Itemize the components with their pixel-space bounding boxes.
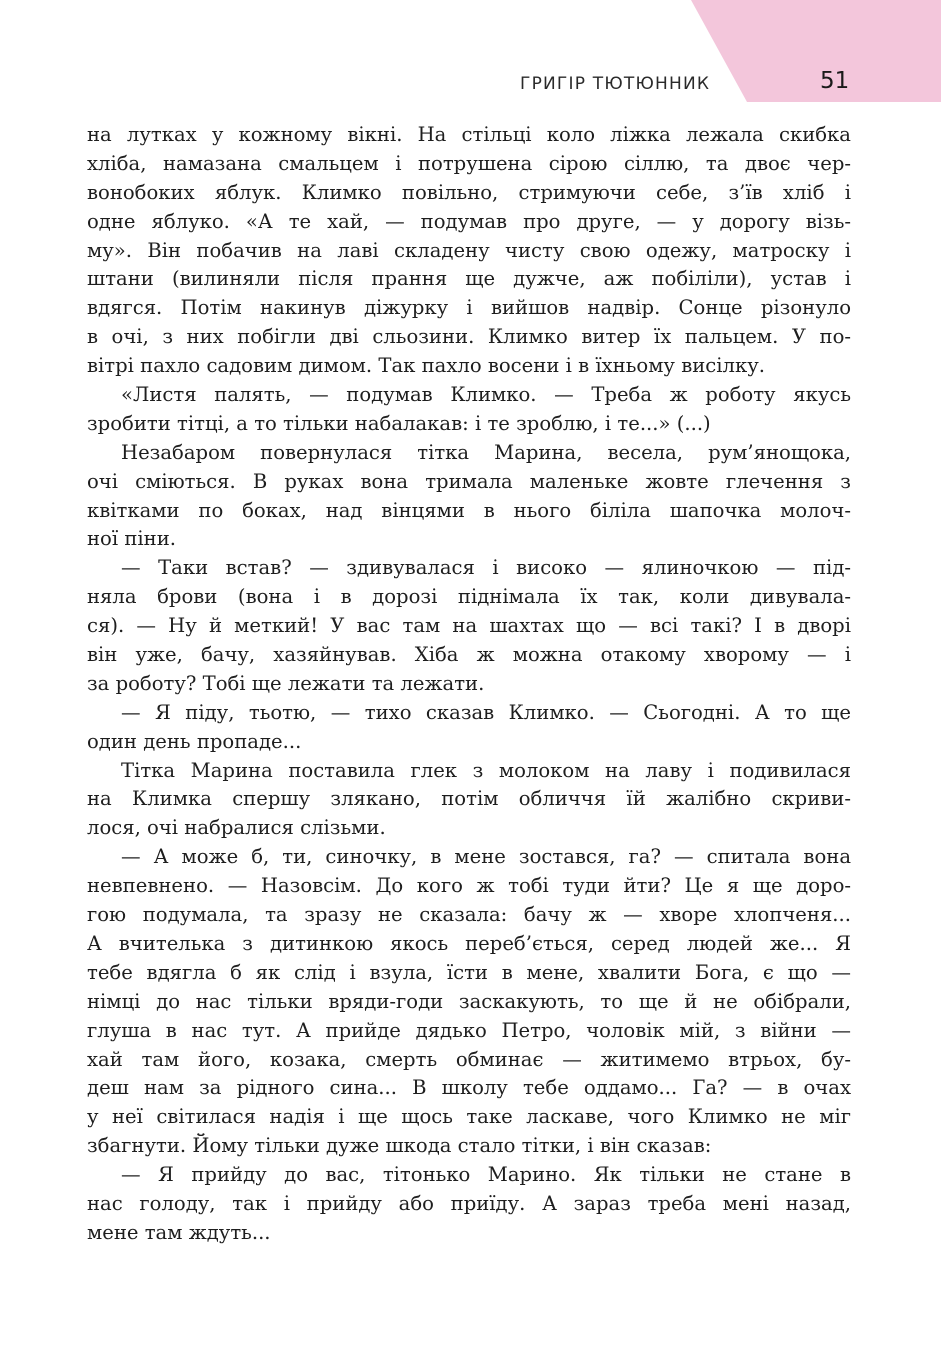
text-line: збагнути. Йому тільки дуже шкода стало тітки, і він сказав: [87,1134,712,1158]
text-line: штани (вилиняли після прання ще дужче, аж побіліли), устав і [87,267,851,291]
text-line: квітками по боках, над вінцями в нього біліла шапочка молоч- [87,498,851,522]
text-line: — А може б, ти, синочку, в мене зостався, га? — спитала вона [121,845,851,869]
text-line: на лутках у кожному вікні. На стільці коло ліжка лежала скибка [87,123,851,146]
text-line: гою подумала, та зразу не сказала: бачу ж — хворе хлопченя... [87,903,851,927]
text-line: одне яблуко. «А те хай, — подумав про друге, — у дорогу візь- [87,209,851,233]
page-number: 51 [820,68,850,94]
text-line: один день пропаде... [87,729,302,753]
text-line: лося, очі набралися слізьми. [87,816,386,840]
text-line: він уже, бачу, хазяйнував. Хіба ж можна отакому хворому — і [87,643,851,667]
pink-corner-decoration [691,0,941,102]
text-line: вдягся. Потім накинув діжурку і вийшов надвір. Сонце різонуло [87,296,851,320]
text-line: ної піни. [87,527,177,551]
text-line: німці до нас тільки вряди-годи заскакують, то ще й не обібрали, [87,989,851,1013]
text-line: глуша в нас тут. А прийде дядько Петро, чоловік мій, з війни — [87,1018,851,1042]
text-line: нас голоду, так і прийду або приїду. А зараз треба мені назад, [87,1191,851,1215]
text-line: — Я піду, тьотю, — тихо сказав Климко. — Сьогодні. А то ще [121,700,851,724]
text-line: тебе вдягла б як слід і взула, їсти в мене, хвалити Бога, є що — [87,960,851,984]
text-line: хай там його, козака, смерть обминає — житимемо втрьох, бу- [87,1047,851,1071]
text-line: хліба, намазана смальцем і потрушена сірою сіллю, та двоє чер- [87,151,851,175]
running-header-author: ГРИГІР ТЮТЮННИК [520,74,711,94]
text-line: вонобоких яблук. Климко повільно, стримуючи себе, з’їв хліб і [87,180,851,204]
text-line: вітрі пахло садовим димом. Так пахло восени і в їхньому висілку. [87,354,765,378]
text-line: за роботу? Тобі ще лежати та лежати. [87,671,485,695]
text-line: невпевнено. — Назовсім. До кого ж тобі туди йти? Це я ще доро- [87,874,851,898]
text-line: у неї світилася надія і ще щось таке лаcкаве, чого Климко не міг [87,1105,851,1129]
text-line: — Таки встав? — здивувалася і високо — ялиночкою — під- [121,556,851,580]
text-line: му». Він побачив на лаві складену чисту свою одежу, матроску і [87,238,851,262]
text-line: зробити тітці, а то тільки набалакав: і те зроблю, і те...» (...) [87,411,711,435]
text-line: очі сміються. В руках вона тримала маленьке жовте глечення з [87,469,851,493]
text-line: — Я прийду до вас, тітонько Марино. Як тільки не стане в [121,1163,851,1187]
text-line: деш нам за рідного сина... В школу тебе оддамо... Га? — в очах [87,1076,851,1100]
text-line: мене там ждуть... [87,1220,271,1244]
text-line: ся). — Ну й меткий! У вас там на шахтах що — всі такі? І в дворі [87,614,851,638]
text-line: Тітка Марина поставила глек з молоком на лаву і подивилася [121,758,851,782]
text-line: в очі, з них побігли дві сльозини. Климко витер їх пальцем. У по- [87,325,851,349]
page-text [87,121,851,1248]
text-line: «Листя палять, — подумав Климко. — Треба ж роботу якусь [121,383,851,407]
text-line: няла брови (вона і в дорозі піднімала їх так, коли дивувала- [87,585,851,609]
text-line: на Климка спершу злякано, потім обличчя їй жалібно скриви- [87,787,851,811]
text-line: Незабаром повернулася тітка Марина, весела, рум’янощока, [121,440,851,464]
text-line: А вчителька з дитинкою якось переб’ється, серед людей же... Я [87,931,851,955]
